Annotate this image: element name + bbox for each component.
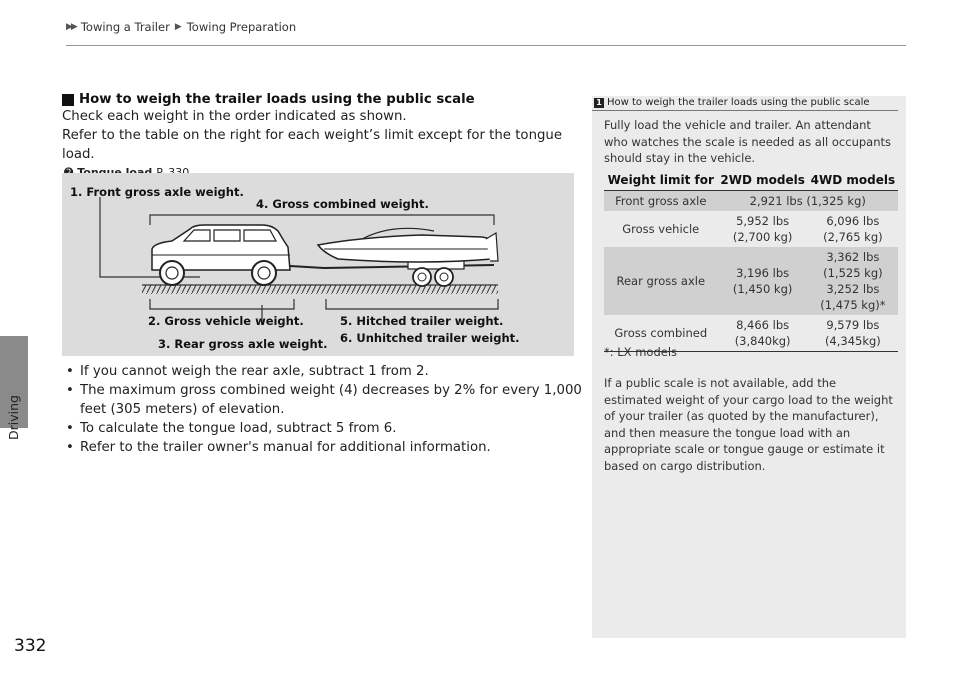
label-gross-vehicle-weight: 2. Gross vehicle weight. bbox=[148, 314, 304, 328]
label-rear-gross-axle-weight: 3. Rear gross axle weight. bbox=[158, 337, 328, 351]
cell-value: 8,466 lbs (3,840kg) bbox=[718, 315, 808, 352]
page-number: 332 bbox=[14, 636, 47, 656]
list-item: • The maximum gross combined weight (4) decreases by 2% for every 1,000 feet (305 meters) of elevation. bbox=[66, 381, 586, 419]
label-front-gross-axle-weight: 1. Front gross axle weight. bbox=[70, 185, 244, 199]
label-hitched-trailer-weight: 5. Hitched trailer weight. bbox=[340, 314, 504, 328]
table-header-row bbox=[604, 171, 898, 190]
cell-value: 3,196 lbs (1,450 kg) bbox=[718, 247, 808, 315]
side-tab-label: Driving bbox=[6, 395, 21, 440]
note-title bbox=[594, 97, 870, 108]
note-badge-icon: 1 bbox=[594, 98, 604, 108]
weighing-diagram bbox=[62, 173, 574, 356]
arrow-icon: ▶ bbox=[174, 22, 182, 32]
table-header: 4WD models bbox=[808, 171, 898, 190]
instruction-list bbox=[66, 362, 586, 457]
cell-value: 2,921 lbs (1,325 kg) bbox=[718, 190, 899, 211]
note-intro: Fully load the vehicle and trailer. An attendant who watches the scale is needed as all occupants should stay in the vehicle. bbox=[604, 118, 892, 165]
main-content bbox=[62, 92, 580, 179]
double-arrow-icon: ▶▶ bbox=[66, 22, 76, 32]
list-item: • Refer to the trailer owner's manual for additional information. bbox=[66, 438, 586, 457]
breadcrumb-item-towing-a-trailer[interactable]: Towing a Trailer bbox=[80, 20, 170, 34]
row-label: Front gross axle bbox=[604, 190, 718, 211]
cell-value: 9,579 lbs (4,345kg) bbox=[808, 315, 898, 352]
section-heading bbox=[62, 92, 580, 107]
intro-line-1: Check each weight in the order indicated as shown. bbox=[62, 109, 407, 124]
row-label: Gross vehicle bbox=[622, 221, 700, 236]
weight-limit-table bbox=[604, 171, 898, 352]
note-title-text: How to weigh the trailer loads using the public scale bbox=[607, 97, 870, 108]
cell-value: 3,362 lbs (1,525 kg) 3,252 lbs (1,475 kg)* bbox=[808, 247, 898, 315]
cell-value: 6,096 lbs (2,765 kg) bbox=[823, 213, 883, 244]
section-heading-text: How to weigh the trailer loads using the public scale bbox=[79, 92, 475, 107]
table-header: 2WD models bbox=[718, 171, 808, 190]
table-footnote: *: LX models bbox=[604, 345, 678, 359]
table-row bbox=[604, 211, 898, 247]
list-item: • If you cannot weigh the rear axle, subtract 1 from 2. bbox=[66, 362, 586, 381]
breadcrumb-item-towing-preparation[interactable]: Towing Preparation bbox=[186, 20, 297, 34]
row-label: Gross combined bbox=[604, 315, 718, 352]
label-unhitched-trailer-weight: 6. Unhitched trailer weight. bbox=[340, 331, 520, 345]
row-label: Rear gross axle bbox=[604, 247, 718, 315]
note-title-divider bbox=[592, 110, 898, 111]
header-divider bbox=[66, 45, 906, 46]
label-gross-combined-weight: 4. Gross combined weight. bbox=[256, 197, 429, 211]
list-item: • To calculate the tongue load, subtract 5 from 6. bbox=[66, 419, 586, 438]
table-row bbox=[604, 247, 898, 315]
table-row bbox=[604, 190, 898, 211]
note-closing: If a public scale is not available, add the estimated weight of your cargo load to the weight of your trailer (as quoted by the manufacturer), and then measure the tongue load with an appropriate scale or tongue gauge or estimate it based on cargo distribution. bbox=[604, 376, 893, 473]
side-tab bbox=[4, 322, 24, 442]
intro-line-2: Refer to the table on the right for each weight’s limit except for the tongue load. bbox=[62, 128, 563, 162]
square-bullet-icon bbox=[62, 94, 74, 106]
cell-value: 5,952 lbs (2,700 kg) bbox=[732, 213, 793, 244]
table-header: Weight limit for bbox=[604, 171, 718, 190]
breadcrumb bbox=[66, 20, 296, 34]
